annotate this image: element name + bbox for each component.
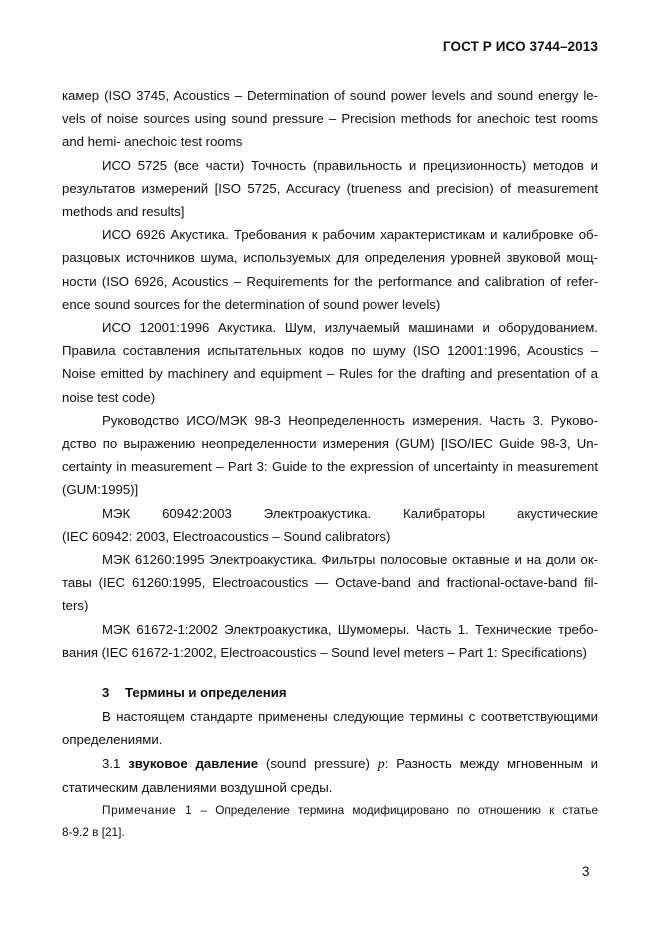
section-number: 3 — [102, 685, 110, 701]
text-line: ence sound sources for the determination of sound power levels) — [62, 296, 441, 312]
term-definition — [62, 752, 598, 799]
note-line: 8-9.2 в [21]. — [62, 825, 125, 840]
text-line: ters) — [62, 598, 89, 614]
text-line: разцовых источников шума, используемых для определения уровней звуковой мощ- — [62, 250, 598, 266]
term-definition-start: : Разность между мгновенным и — [384, 755, 599, 771]
text-line: Руководство ИСО/МЭК 98-3 Неопределенность измерения. Часть 3. Руково- — [102, 412, 598, 428]
note — [62, 799, 598, 843]
term-symbol: p — [377, 756, 385, 772]
text-line: статическим давлениями воздушной среды. — [62, 779, 333, 795]
text-line: определениями. — [62, 732, 163, 748]
text-line: certainty in measurement – Part 3: Guide to the expression of uncertainty in measurement — [62, 459, 598, 475]
text-line: methods and results] — [62, 204, 185, 220]
text-line: noise test code) — [62, 389, 156, 405]
paragraph-iec-61672 — [62, 618, 598, 664]
term-name: звуковое давление — [128, 755, 259, 771]
paragraph-iso-6926 — [62, 223, 598, 316]
text-line: (GUM:1995)] — [62, 482, 139, 498]
text-line: and hemi- anechoic test rooms — [62, 134, 243, 150]
paragraph-iec-60942 — [62, 502, 598, 548]
text-line: МЭК 61260:1995 Электроакустика. Фильтры полосовые октавные и на доли ок- — [102, 552, 598, 568]
section-intro — [62, 705, 598, 751]
text-line: вания (IEC 61672-1:2002, Electroacoustics – Sound level meters – Part 1: Specifications) — [62, 644, 587, 660]
text-line: ности (ISO 6926, Acoustics – Requirements for the performance and calibration of refer- — [62, 273, 598, 289]
paragraph-iso-5725 — [62, 154, 598, 224]
text-line: МЭК 60942:2003 Электроакустика. Калибраторы акустические — [102, 505, 598, 521]
note-line — [62, 799, 598, 821]
text-line: камер (ISO 3745, Acoustics – Determination of sound power levels and sound energy le- — [62, 88, 598, 103]
text-line: vels of noise sources using sound pressure – Precision methods for anechoic test rooms — [62, 111, 598, 127]
paragraph-iso-12001 — [62, 316, 598, 409]
text-line: (IEC 60942: 2003, Electroacoustics – Sound calibrators) — [62, 528, 391, 544]
text-line: Noise emitted by machinery and equipment – Rules for the drafting and presentation of a — [62, 366, 598, 382]
text-line: ИСО 12001:1996 Акустика. Шум, излучаемый машинами и оборудованием. — [102, 320, 598, 336]
term-english: (sound pressure) — [265, 755, 370, 771]
text-line: В настоящем стандарте применены следующие термины с соответствующими — [102, 709, 598, 725]
paragraph-iso-3745-continuation — [62, 84, 598, 154]
paragraph-guide-98-3 — [62, 409, 598, 502]
section-heading — [62, 681, 598, 704]
paragraph-iec-61260 — [62, 548, 598, 618]
text-line: ИСО 5725 (все части) Точность (правильность и прецизионность) методов и — [102, 157, 598, 173]
document-body — [62, 84, 598, 843]
text-line: Правила составления испытательных кодов по шуму (ISO 12001:1996, Acoustics – — [62, 343, 598, 359]
text-line: дство по выражению неопределенности измерения (GUM) [ISO/IEC Guide 98-3, Un- — [62, 436, 598, 452]
page-number: 3 — [582, 864, 590, 879]
text-line: результатов измерений [ISO 5725, Accuracy (trueness and precision) of measurement — [62, 180, 598, 196]
document-header: ГОСТ Р ИСО 3744–2013 — [442, 39, 598, 54]
note-label: Примечание 1 — [102, 803, 193, 818]
section-title: Термины и определения — [125, 685, 287, 701]
term-line — [62, 752, 598, 776]
note-text: – Определение термина модифицировано по отношению к статье — [192, 803, 599, 818]
text-line: тавы (IEC 61260:1995, Electroacoustics — Octave-band and fractional-octave-band fil- — [62, 575, 598, 591]
term-number: 3.1 — [102, 755, 121, 771]
text-line: ИСО 6926 Акустика. Требования к рабочим характеристикам и калибровке об- — [102, 227, 598, 243]
text-line: МЭК 61672-1:2002 Электроакустика, Шумомеры. Часть 1. Технические требо- — [102, 621, 598, 637]
